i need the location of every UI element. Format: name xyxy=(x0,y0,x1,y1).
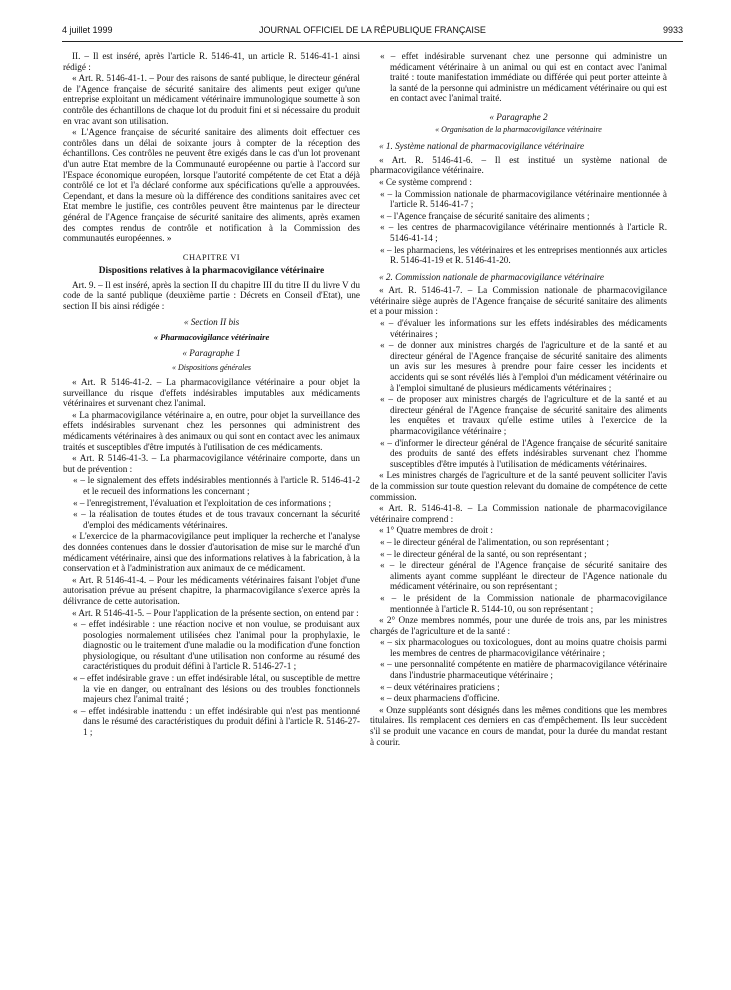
paragraph: « Art. R. 5146-41-7. – La Commission nationale de pharmacovigilance vétérinaire siège auprès de l'Agence française de sécurité sanitaire des aliments et a pour mission : xyxy=(370,285,667,317)
paragraph: « 2° Onze membres nommés, pour une durée de trois ans, par les ministres chargés de l'agriculture et de la santé : xyxy=(370,615,667,636)
paragraph: « Onze suppléants sont désignés dans les mêmes conditions que les membres titulaires. Ils remplacent ces derniers en cas d'empêchement. Ils leur succèdent s'il se produit une vacance en cours de mandat, pour la durée du mandat restant à courir. xyxy=(370,704,667,747)
page-header xyxy=(62,25,683,39)
list-item: « – de donner aux ministres chargés de l'agriculture et de la santé et au directeur général de l'Agence française de sécurité sanitaire des aliments un avis sur les mesures à prendre pour faire cesser les incidents et accidents qui se sont révélés liés à l'emploi d'un médicament vétérinaire ou à l'emploi simultané de plusieurs médicaments vétérinaires ; xyxy=(380,340,667,393)
list-item: « – deux vétérinaires praticiens ; xyxy=(380,681,500,692)
list-item: « – l'enregistrement, l'évaluation et l'exploitation de ces informations ; xyxy=(73,497,332,508)
paragraph: « Ce système comprend : xyxy=(379,176,472,187)
list-item: « – les pharmaciens, les vétérinaires et les entreprises mentionnés aux articles R. 5146-41-19 et R. 5146-41-20. xyxy=(380,244,667,266)
paragraph-heading: « Paragraphe 2 xyxy=(489,111,548,122)
subsection-title: « 2. Commission nationale de pharmacovigilance vétérinaire xyxy=(379,271,604,282)
paragraph: « Les ministres chargés de l'agriculture et de la santé peuvent solliciter l'avis de la commission sur toute question relevant du domaine de compétence de cette commission. xyxy=(370,470,667,502)
list-item: « – le directeur général de la santé, ou son représentant ; xyxy=(380,548,587,559)
subsection-title: « 1. Système national de pharmacovigilance vétérinaire xyxy=(379,141,585,152)
list-item: « – effet indésirable grave : un effet indésirable létal, ou susceptible de mettre la vie en danger, ou entraînant des lésions ou des troubles fonctionnels majeurs chez l'animal traité ; xyxy=(73,673,360,705)
paragraph: « Art. R 5146-41-5. – Pour l'application de la présente section, on entend par : xyxy=(72,607,359,618)
chapter-title: Dispositions relatives à la pharmacovigilance vétérinaire xyxy=(98,266,325,277)
paragraph: « 1° Quatre membres de droit : xyxy=(379,525,493,536)
list-item: « – une personnalité compétente en matière de pharmacovigilance vétérinaire dans l'industrie pharmaceutique vétérinaire ; xyxy=(380,659,667,681)
right-column xyxy=(370,51,667,748)
list-item: « – deux pharmaciens d'officine. xyxy=(380,693,500,704)
list-item: « – l'Agence française de sécurité sanitaire des aliments ; xyxy=(380,210,590,221)
list-item: « – la Commission nationale de pharmacovigilance vétérinaire mentionnée à l'article R. 5146-41-7 ; xyxy=(380,188,667,210)
list-item: « – le directeur général de l'alimentation, ou son représentant ; xyxy=(380,536,609,547)
paragraph: « Art. R. 5146-41-6. – Il est institué un système national de pharmacovigilance vétérinaire. xyxy=(370,154,667,176)
paragraph-subheading: « Dispositions générales xyxy=(171,363,252,373)
paragraph: II. – Il est inséré, après l'article R. 5146-41, un article R. 5146-41-1 ainsi rédigé : xyxy=(63,51,360,72)
list-item: « – effet indésirable : une réaction nocive et non voulue, se produisant aux posologies normalement utilisées chez l'animal pour la prophylaxie, le diagnostic ou le traitement d'une maladie ou la modification d'une fonction physiologique, ou résultant d'une utilisation non conforme au résumé des caractéristiques du produit défini à l'article R. 5146-27-1 ; xyxy=(73,619,360,672)
issue-date: 4 juillet 1999 xyxy=(62,25,113,35)
list-item: « – la réalisation de toutes études et de tous travaux concernant la sécurité d'emploi des médicaments vétérinaires. xyxy=(73,509,360,530)
header-rule xyxy=(62,41,683,42)
list-item: « – le président de la Commission nationale de pharmacovigilance mentionnée à l'article R. 5144-10, ou son représentant ; xyxy=(380,592,667,614)
list-item: « – six pharmacologues ou toxicologues, dont au moins quatre choisis parmi les membres de centres de pharmacovigilance vétérinaire ; xyxy=(380,637,667,658)
paragraph: « L'exercice de la pharmacovigilance peut impliquer la recherche et l'analyse des données contenues dans le dossier d'autorisation de mise sur le marché d'un médicament vétérinaire, ainsi que des informations relatives à la fabrication, à la conservation et à l'administration aux animaux de ce médicament. xyxy=(63,531,360,574)
list-item: « – d'informer le directeur général de l'Agence française de sécurité sanitaire des produits de santé des effets indésirables survenant chez l'homme susceptibles d'être imputés à l'utilisation de médicaments vétérinaires. xyxy=(380,437,667,469)
paragraph: « Art. R. 5146-41-1. – Pour des raisons de santé publique, le directeur général de l'Agence française de sécurité sanitaire des aliments peut exiger qu'une entreprise exploitant un médicament vétérinaire immunologique soumette à son contrôle des échantillons de chaque lot du produit fini et si nécessaire du produit en vrac avant son utilisation. xyxy=(63,73,360,126)
paragraph: « Art. R 5146-41-2. – La pharmacovigilance vétérinaire a pour objet la surveillance du risque d'effets indésirables imputables aux médicaments vétérinaires et survenant chez l'animal. xyxy=(63,377,360,409)
journal-title: JOURNAL OFFICIEL DE LA RÉPUBLIQUE FRANÇAISE xyxy=(259,25,486,35)
paragraph: « Art. R 5146-41-4. – Pour les médicaments vétérinaires faisant l'objet d'une autorisation prévue au présent chapitre, la pharmacovigilance s'exerce après la délivrance de cette autorisation. xyxy=(63,574,360,606)
paragraph-heading: « Paragraphe 1 xyxy=(182,347,241,358)
list-item: « – effet indésirable survenant chez une personne qui administre un médicament vétérinaire à un animal ou qui est en contact avec l'animal traité : toute manifestation immédiate ou différée qui peut porter atteinte à la santé de la personne qui administre un médicament vétérinaire ou qui est en contact avec l'animal traité. xyxy=(380,51,667,104)
list-item: « – le signalement des effets indésirables mentionnés à l'article R. 5146-41-2 et le recueil des informations les concernant ; xyxy=(73,475,360,496)
list-item: « – de proposer aux ministres chargés de l'agriculture et de la santé et au directeur général de l'Agence française de sécurité sanitaire des aliments les enquêtes et travaux qu'elle estime utiles à l'exercice de la pharmacovigilance vétérinaire ; xyxy=(380,394,667,436)
section-title: « Pharmacovigilance vétérinaire xyxy=(153,332,270,343)
chapter-heading: CHAPITRE VI xyxy=(182,252,241,262)
paragraph: « L'Agence française de sécurité sanitaire des aliments doit effectuer ces contrôles dans un délai de soixante jours à compter de la réception des échantillons. Ces contrôles ne peuvent être exigés dans le cas d'un lot provenant d'un autre Etat membre de la Communauté européenne ou partie à l'accord sur l'Espace économique européen, lorsque l'autorité compétente de cet Etat a déjà contrôlé ce lot et l'a déclaré conforme aux spécifications qu'elle a approuvées. Cependant, et dans la mesure où la différence des conditions sanitaires avec cet Etat membre le justifie, ces contrôles peuvent être maintenus par le directeur général de l'Agence française de sécurité sanitaire des aliments, après examen des comptes rendus de contrôle et notification à la Commission des communautés européennes. » xyxy=(63,127,360,244)
paragraph: « Art. R 5146-41-3. – La pharmacovigilance vétérinaire comporte, dans un but de prévention : xyxy=(63,453,360,474)
list-item: « – d'évaluer les informations sur les effets indésirables des médicaments vétérinaires ; xyxy=(380,318,667,339)
list-item: « – le directeur général de l'Agence française de sécurité sanitaire des aliments ayant comme suppléant le directeur de l'Agence nationale du médicament vétérinaire, ou son représentant ; xyxy=(380,560,667,592)
article-9: Art. 9. – Il est inséré, après la section II du chapitre III du titre II du livre V du code de la santé publique (deuxième partie : Décrets en Conseil d'Etat), une section II bis ainsi rédigée : xyxy=(63,279,360,312)
paragraph: « La pharmacovigilance vétérinaire a, en outre, pour objet la surveillance des effets indésirables survenant chez les personnes qui administrent des médicaments vétérinaires à des animaux ou qui sont en contact avec les animaux traités et susceptibles d'être imputés à l'utilisation de ces médicaments. xyxy=(63,409,360,452)
paragraph: « Art. R. 5146-41-8. – La Commission nationale de pharmacovigilance vétérinaire comprend : xyxy=(370,503,667,524)
left-column xyxy=(63,51,360,739)
list-item: « – effet indésirable inattendu : un effet indésirable qui n'est pas mentionné dans le résumé des caractéristiques du produit défini à l'article R. 5146-27-1 ; xyxy=(73,705,360,738)
page-number: 9933 xyxy=(662,25,683,35)
section-heading: « Section II bis xyxy=(183,316,240,327)
paragraph-subheading: « Organisation de la pharmacovigilance vétérinaire xyxy=(435,124,602,134)
list-item: « – les centres de pharmacovigilance vétérinaire mentionnés à l'article R. 5146-41-14 ; xyxy=(380,222,667,243)
